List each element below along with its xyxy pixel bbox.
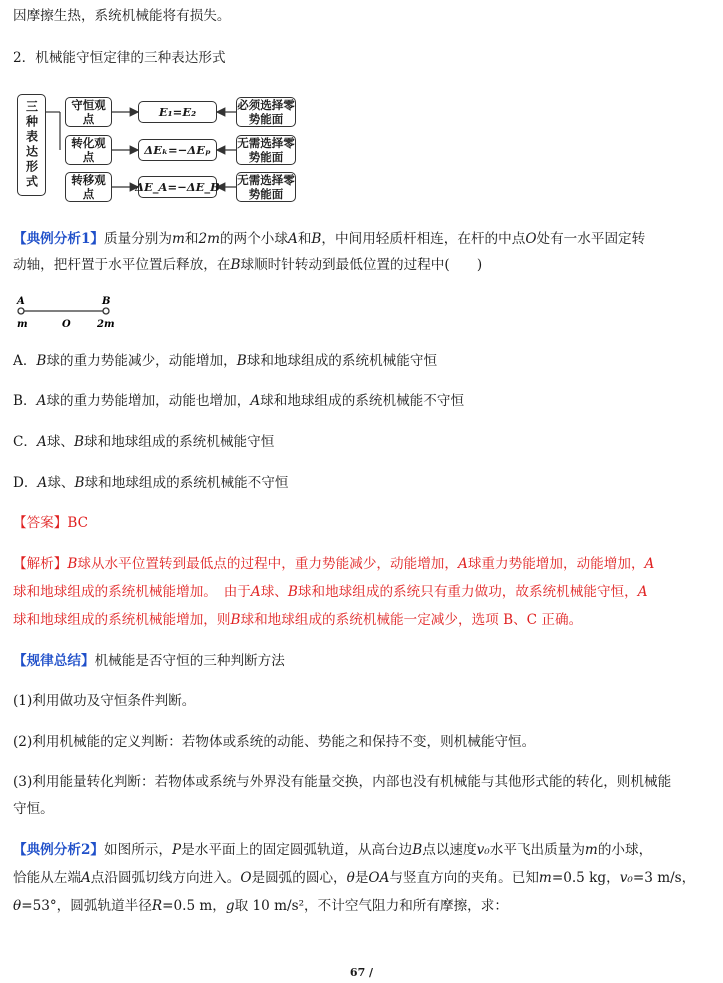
summary-title-line: [13, 651, 708, 671]
text: 球和地球组成的系统只有重力做功，故系统机械能守恒，: [297, 584, 638, 600]
example2-tag: 【典例分析2】: [13, 842, 105, 858]
text: =0.5 m，: [162, 898, 226, 914]
answer-line: [13, 513, 708, 533]
text: =53°，圆弧轨道半径: [21, 898, 152, 914]
text: 球、: [260, 584, 288, 600]
text: 球、: [47, 475, 75, 491]
option-prefix: C．: [13, 434, 37, 450]
summary-item-1: (1)利用做功及守恒条件判断。: [13, 693, 196, 709]
var: A: [36, 393, 47, 409]
text: ，中间用轻质杆相连，在杆的中点: [321, 231, 526, 247]
diagram-row1-formula: E₁=E₂: [138, 101, 217, 123]
text: 恰能从左端: [13, 870, 81, 886]
text: 取 10 m/s²，不计空气阻力和所有摩擦，求：: [234, 898, 508, 914]
text: 质量分别为: [104, 231, 172, 247]
text: 水平飞出质量为: [489, 842, 585, 858]
text: 是: [354, 870, 369, 886]
var: A: [637, 584, 648, 600]
text: 球和地球组成的系统机械能不守恒: [260, 393, 465, 409]
summary-item-3: (3)利用能量转化判断：若物体或系统与外界没有能量交换，内部也没有机械能与其他形式能的转化，则机械能: [13, 774, 672, 790]
text: 球和地球组成的系统机械能守恒: [84, 434, 275, 450]
text: =3 m/s，: [632, 870, 696, 886]
var: B: [236, 353, 247, 369]
var: B: [67, 556, 78, 572]
text: 球和地球组成的系统机械能增加。 由于: [13, 584, 251, 600]
text: 和: [297, 231, 312, 247]
diagram-row2-left: 转化观点: [65, 135, 112, 165]
analysis-tag: 【解析】: [13, 556, 68, 572]
rod-figure: [12, 294, 142, 334]
text: 球顺时针转动到最低位置的过程中( ): [240, 257, 483, 273]
text: 点以速度: [422, 842, 477, 858]
var: B: [230, 612, 241, 628]
diagram-row3-right: 无需选择零势能面: [237, 173, 295, 201]
text: 动轴，把杆置于水平位置后释放，在: [13, 257, 231, 273]
example1-line1: [13, 229, 708, 249]
summary-title: 机械能是否守恒的三种判断方法: [94, 653, 285, 669]
var: A: [288, 231, 298, 247]
answer-value: BC: [67, 515, 89, 531]
var: A: [37, 434, 47, 450]
example2-line3: [13, 896, 708, 916]
text: 处有一水平固定转: [536, 231, 646, 247]
var: 2m: [198, 231, 221, 247]
page-number: 67 /: [349, 966, 374, 979]
text: =0.5 kg，: [551, 870, 620, 886]
text: 球和地球组成的系统机械能不守恒: [84, 475, 289, 491]
var: v₀: [476, 842, 490, 858]
text: 球和地球组成的系统机械能守恒: [246, 353, 438, 369]
label-o: O: [62, 319, 71, 330]
label-b: B: [102, 296, 111, 307]
text: 球和地球组成的系统机械能增加，则: [13, 612, 231, 628]
var: A: [250, 584, 261, 600]
example1-line2: [13, 255, 708, 275]
diagram-row3-formula: ΔE_A=−ΔE_B: [138, 176, 217, 198]
var: B: [74, 475, 85, 491]
ball-a: [18, 308, 24, 314]
var: OA: [368, 870, 390, 886]
var: O: [525, 231, 537, 247]
text: 的两个小球: [220, 231, 288, 247]
analysis-line3: [13, 610, 708, 630]
text: 的小球，: [597, 842, 653, 858]
summary-item-3-cont: 守恒。: [13, 801, 54, 817]
var: A: [250, 393, 261, 409]
label-a: A: [17, 296, 25, 307]
diagram-row1-left: 守恒观点: [65, 97, 112, 127]
label-m: m: [17, 319, 28, 330]
var: O: [240, 870, 252, 886]
var: θ: [13, 898, 22, 914]
text: 球从水平位置转到最低点的过程中，重力势能减少，动能增加，: [77, 556, 458, 572]
text: 球的重力势能增加，动能也增加，: [46, 393, 251, 409]
analysis-line2: [13, 582, 708, 602]
answer-tag: 【答案】: [13, 515, 68, 531]
var: θ: [346, 870, 355, 886]
diagram-row1-right: 必须选择零势能面: [237, 98, 295, 126]
var: B: [412, 842, 423, 858]
example1-tag: 【典例分析1】: [13, 231, 105, 247]
text: 球和地球组成的系统机械能一定减少，选项 B、C 正确。: [240, 612, 583, 628]
var: B: [36, 353, 47, 369]
text: 球的重力势能减少，动能增加，: [46, 353, 237, 369]
var: A: [458, 556, 468, 572]
text: 是圆弧的圆心，: [251, 870, 347, 886]
example2-line2: [13, 868, 708, 888]
var: R: [151, 898, 163, 914]
option-prefix: D．: [13, 475, 38, 491]
expression-forms-diagram: [0, 0, 723, 210]
analysis-line1: [13, 554, 708, 574]
var: m: [538, 870, 552, 886]
var: g: [225, 898, 235, 914]
var: B: [287, 584, 298, 600]
var: B: [74, 434, 85, 450]
example2-line1: [13, 840, 708, 860]
text: 点沿圆弧切线方向进入。: [90, 870, 241, 886]
summary-tag: 【规律总结】: [13, 653, 95, 669]
summary-item-2: (2)利用机械能的定义判断：若物体或系统的动能、势能之和保持不变，则机械能守恒。: [13, 734, 536, 750]
section-title: 2．机械能守恒定律的三种表达形式: [13, 50, 226, 66]
text: 球、: [46, 434, 75, 450]
var: P: [172, 842, 182, 858]
diagram-row3-left: 转移观点: [65, 172, 112, 202]
text: 是水平面上的固定圆弧轨道，从高台边: [181, 842, 413, 858]
text: 如图所示，: [104, 842, 172, 858]
intro-line: 因摩擦生热，系统机械能将有损失。: [13, 8, 231, 24]
diagram-row2-right: 无需选择零势能面: [237, 136, 295, 164]
diagram-root: 三种表达形式: [17, 94, 46, 196]
var: B: [311, 231, 322, 247]
text: 球重力势能增加，动能增加，: [467, 556, 645, 572]
text: 和: [184, 231, 199, 247]
option-a[interactable]: [13, 351, 708, 371]
var: B: [230, 257, 241, 273]
ball-b: [103, 308, 109, 314]
option-c[interactable]: [13, 432, 708, 452]
var: A: [37, 475, 48, 491]
var: A: [80, 870, 91, 886]
diagram-row2-formula: ΔEₖ=−ΔEₚ: [138, 139, 217, 161]
option-prefix: B．: [13, 393, 37, 409]
var: A: [644, 556, 655, 572]
option-b[interactable]: [13, 391, 708, 411]
var: m: [172, 231, 185, 247]
label-2m: 2m: [97, 319, 115, 330]
option-d[interactable]: [13, 473, 708, 493]
text: 与竖直方向的夹角。已知: [389, 870, 539, 886]
var: v₀: [619, 870, 633, 886]
var: m: [584, 842, 598, 858]
option-prefix: A．: [13, 353, 37, 369]
